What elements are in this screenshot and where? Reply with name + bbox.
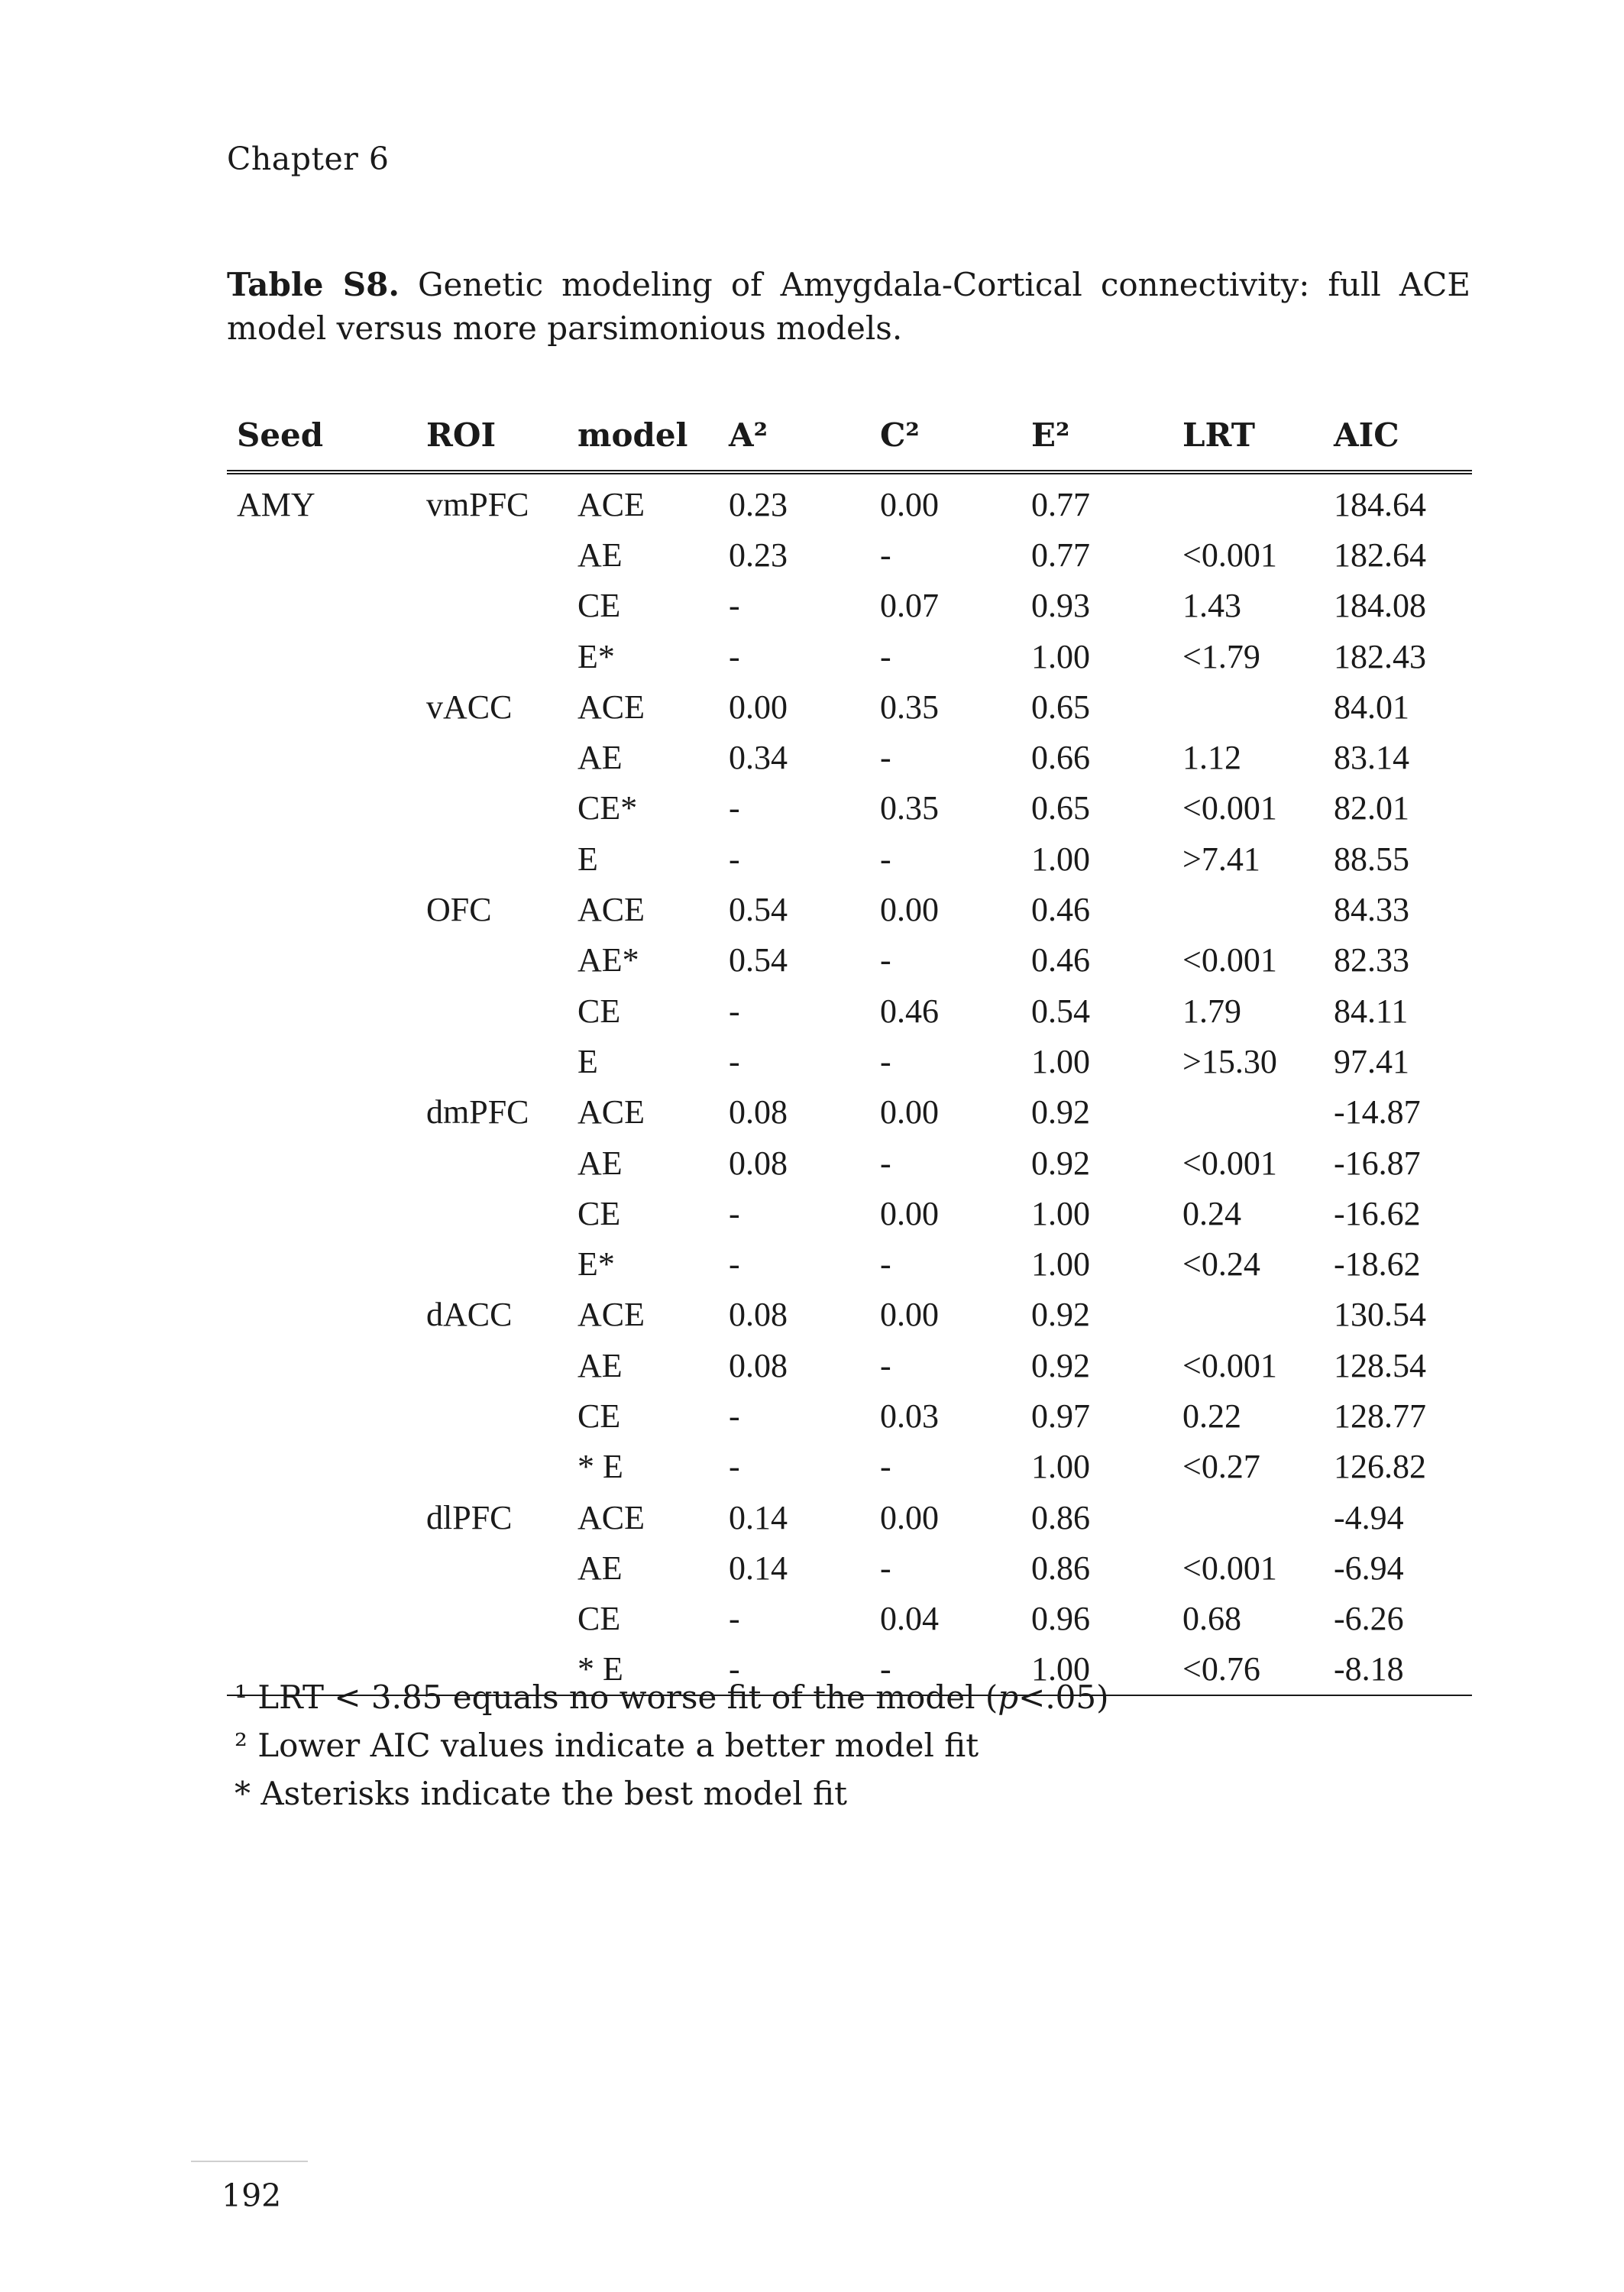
cell-a2: 0.54 — [729, 941, 788, 979]
cell-aic: 97.41 — [1334, 1042, 1409, 1080]
cell-model: ACE — [577, 1296, 645, 1334]
cell-aic: 82.33 — [1334, 941, 1409, 979]
cell-aic: -14.87 — [1334, 1093, 1421, 1131]
cell-seed — [227, 1442, 416, 1492]
cell-roi — [416, 631, 568, 681]
cell-lrt: 1.79 — [1182, 992, 1241, 1030]
cell-roi — [416, 986, 568, 1036]
cell-a2: 0.14 — [729, 1549, 788, 1587]
column-header-c2: C² — [880, 416, 920, 454]
cell-seed — [227, 1238, 416, 1289]
cell-aic: 82.01 — [1334, 789, 1409, 827]
cell-aic: -6.26 — [1334, 1600, 1404, 1638]
cell-roi — [416, 1238, 568, 1289]
cell-seed — [227, 1087, 416, 1138]
cell-roi: vmPFC — [426, 485, 529, 523]
cell-roi — [416, 732, 568, 782]
chapter-heading: Chapter 6 — [227, 141, 390, 177]
cell-lrt: 0.24 — [1182, 1194, 1241, 1232]
table-row — [227, 1188, 1472, 1238]
note-lrt-text: ¹ LRT < 3.85 equals no worse fit of the model ( — [235, 1679, 998, 1716]
cell-e2: 0.77 — [1031, 485, 1090, 523]
note-asterisk: * Asterisks indicate the best model fit — [235, 1775, 848, 1812]
cell-roi — [416, 1138, 568, 1188]
cell-c2: 0.00 — [880, 1498, 939, 1536]
table-row — [227, 1442, 1472, 1492]
column-header-a2: A² — [729, 416, 768, 454]
table-row — [227, 472, 1472, 529]
cell-lrt: <0.76 — [1182, 1650, 1260, 1688]
cell-c2: 0.07 — [880, 587, 939, 625]
cell-lrt: >7.41 — [1182, 840, 1260, 878]
cell-aic: 126.82 — [1334, 1448, 1426, 1486]
table-row — [227, 1138, 1472, 1188]
table-row — [227, 732, 1472, 782]
cell-seed — [227, 986, 416, 1036]
cell-roi: dmPFC — [426, 1093, 529, 1131]
cell-seed — [227, 1036, 416, 1086]
cell-a2: 0.14 — [729, 1498, 788, 1536]
cell-roi — [416, 783, 568, 834]
cell-roi: vACC — [426, 688, 513, 726]
cell-e2: 0.46 — [1031, 891, 1090, 929]
cell-model: AE — [577, 1346, 623, 1384]
cell-aic: -16.87 — [1334, 1144, 1421, 1182]
cell-aic: 128.77 — [1334, 1397, 1426, 1435]
cell-a2: - — [729, 587, 740, 625]
cell-a2: 0.00 — [729, 688, 788, 726]
cell-lrt: <0.001 — [1182, 1346, 1277, 1384]
column-header-lrt: LRT — [1182, 416, 1255, 454]
cell-e2: 1.00 — [1031, 1448, 1090, 1486]
cell-roi — [416, 1442, 568, 1492]
table-row — [227, 783, 1472, 834]
column-header-e2: E² — [1031, 416, 1070, 454]
cell-roi: dACC — [426, 1296, 513, 1334]
cell-a2: - — [729, 1600, 740, 1638]
column-header-aic: AIC — [1334, 416, 1399, 454]
cell-lrt: <0.001 — [1182, 1144, 1277, 1182]
cell-aic: 84.01 — [1334, 688, 1409, 726]
table-caption-text: Genetic modeling of Amygdala-Cortical connectivity: full ACE model versus more parsimonious models. — [227, 266, 1470, 347]
note-aic: ² Lower AIC values indicate a better model fit — [235, 1727, 979, 1764]
cell-lrt: >15.30 — [1182, 1042, 1277, 1080]
cell-lrt: <0.001 — [1182, 536, 1277, 574]
cell-e2: 0.92 — [1031, 1093, 1090, 1131]
cell-e2: 1.00 — [1031, 637, 1090, 675]
cell-roi: OFC — [426, 891, 492, 929]
cell-e2: 0.65 — [1031, 688, 1090, 726]
cell-e2: 0.86 — [1031, 1498, 1090, 1536]
cell-c2: - — [880, 739, 891, 777]
cell-model: CE — [577, 587, 621, 625]
cell-seed — [227, 631, 416, 681]
cell-lrt — [1173, 1492, 1324, 1543]
cell-seed — [227, 1290, 416, 1340]
cell-aic: -6.94 — [1334, 1549, 1404, 1587]
cell-lrt: <0.27 — [1182, 1448, 1260, 1486]
cell-lrt — [1173, 472, 1324, 529]
column-header-model: model — [577, 416, 688, 454]
cell-c2: 0.00 — [880, 1093, 939, 1131]
cell-e2: 0.93 — [1031, 587, 1090, 625]
table-row — [227, 1543, 1472, 1593]
cell-e2: 0.97 — [1031, 1397, 1090, 1435]
table-row — [227, 1087, 1472, 1138]
table-notes — [235, 1673, 1109, 1818]
cell-a2: - — [729, 1245, 740, 1284]
cell-aic: 182.64 — [1334, 536, 1426, 574]
cell-seed — [227, 1138, 416, 1188]
results-table — [227, 409, 1472, 1696]
cell-c2: 0.00 — [880, 485, 939, 523]
cell-lrt: <0.001 — [1182, 941, 1277, 979]
cell-roi — [416, 1543, 568, 1593]
cell-seed — [227, 1188, 416, 1238]
cell-e2: 0.96 — [1031, 1600, 1090, 1638]
table-row — [227, 1594, 1472, 1644]
cell-c2: - — [880, 536, 891, 574]
cell-c2: - — [880, 1448, 891, 1486]
cell-c2: 0.03 — [880, 1397, 939, 1435]
cell-a2: - — [729, 1042, 740, 1080]
cell-c2: 0.04 — [880, 1600, 939, 1638]
cell-aic: 182.43 — [1334, 637, 1426, 675]
cell-seed — [227, 884, 416, 934]
cell-c2: - — [880, 1549, 891, 1587]
cell-e2: 0.92 — [1031, 1346, 1090, 1384]
cell-lrt — [1173, 1087, 1324, 1138]
cell-model: CE — [577, 992, 621, 1030]
cell-roi — [416, 1036, 568, 1086]
note-lrt-end: <.05) — [1018, 1679, 1109, 1716]
table-row — [227, 1238, 1472, 1289]
cell-seed — [227, 1594, 416, 1644]
cell-model: CE — [577, 1194, 621, 1232]
cell-c2: - — [880, 1245, 891, 1284]
table-row — [227, 1290, 1472, 1340]
cell-e2: 0.65 — [1031, 789, 1090, 827]
cell-seed — [227, 581, 416, 631]
table-caption — [227, 263, 1470, 350]
cell-aic: 184.08 — [1334, 587, 1426, 625]
cell-model: ACE — [577, 688, 645, 726]
cell-model: AE* — [577, 941, 639, 979]
table-row — [227, 834, 1472, 884]
cell-e2: 0.92 — [1031, 1296, 1090, 1334]
cell-aic: 184.64 — [1334, 485, 1426, 523]
cell-aic: -8.18 — [1334, 1650, 1404, 1688]
cell-aic: -16.62 — [1334, 1194, 1421, 1232]
cell-model: CE — [577, 1600, 621, 1638]
cell-roi — [416, 1340, 568, 1390]
cell-a2: 0.08 — [729, 1144, 788, 1182]
cell-aic: -4.94 — [1334, 1498, 1404, 1536]
cell-c2: 0.46 — [880, 992, 939, 1030]
cell-lrt: 1.43 — [1182, 587, 1241, 625]
cell-lrt — [1173, 1290, 1324, 1340]
cell-a2: 0.08 — [729, 1093, 788, 1131]
cell-a2: - — [729, 789, 740, 827]
cell-model: * E — [577, 1448, 623, 1486]
cell-e2: 1.00 — [1031, 840, 1090, 878]
column-header-seed: Seed — [237, 416, 324, 454]
cell-c2: - — [880, 1144, 891, 1182]
cell-roi — [416, 834, 568, 884]
cell-seed — [227, 732, 416, 782]
cell-aic: -18.62 — [1334, 1245, 1421, 1284]
table-row — [227, 1340, 1472, 1390]
cell-a2: - — [729, 992, 740, 1030]
cell-roi — [416, 1390, 568, 1441]
cell-lrt — [1173, 884, 1324, 934]
cell-c2: 0.00 — [880, 891, 939, 929]
cell-lrt: <0.001 — [1182, 789, 1277, 827]
cell-e2: 1.00 — [1031, 1042, 1090, 1080]
cell-seed — [227, 529, 416, 580]
cell-e2: 0.77 — [1031, 536, 1090, 574]
table-row — [227, 884, 1472, 934]
cell-a2: - — [729, 1448, 740, 1486]
table-row — [227, 935, 1472, 986]
table-row — [227, 631, 1472, 681]
cell-lrt: <0.001 — [1182, 1549, 1277, 1587]
cell-a2: - — [729, 1194, 740, 1232]
cell-model: AE — [577, 536, 623, 574]
cell-a2: - — [729, 1650, 740, 1688]
cell-aic: 128.54 — [1334, 1346, 1426, 1384]
cell-seed — [227, 1340, 416, 1390]
cell-a2: 0.34 — [729, 739, 788, 777]
page-number-rule — [191, 2161, 308, 2162]
table-row — [227, 681, 1472, 732]
table-row — [227, 1492, 1472, 1543]
cell-c2: - — [880, 1042, 891, 1080]
cell-a2: 0.54 — [729, 891, 788, 929]
note-lrt — [235, 1673, 1109, 1721]
table-row — [227, 529, 1472, 580]
cell-lrt: 0.22 — [1182, 1397, 1241, 1435]
cell-roi — [416, 1594, 568, 1644]
cell-aic: 130.54 — [1334, 1296, 1426, 1334]
cell-model: ACE — [577, 891, 645, 929]
cell-c2: - — [880, 1346, 891, 1384]
cell-lrt: <0.24 — [1182, 1245, 1260, 1284]
cell-model: E* — [577, 1245, 615, 1284]
page-number: 192 — [222, 2177, 282, 2214]
cell-roi: dlPFC — [426, 1498, 513, 1536]
cell-a2: - — [729, 637, 740, 675]
cell-e2: 1.00 — [1031, 1194, 1090, 1232]
cell-e2: 0.86 — [1031, 1549, 1090, 1587]
cell-e2: 0.46 — [1031, 941, 1090, 979]
cell-model: E* — [577, 637, 615, 675]
cell-e2: 1.00 — [1031, 1245, 1090, 1284]
cell-model: E — [577, 840, 598, 878]
cell-model: ACE — [577, 485, 645, 523]
note-lrt-p: p — [998, 1679, 1019, 1716]
cell-e2: 0.92 — [1031, 1144, 1090, 1182]
cell-model: CE — [577, 1397, 621, 1435]
cell-c2: 0.00 — [880, 1296, 939, 1334]
cell-roi — [416, 529, 568, 580]
cell-a2: - — [729, 1397, 740, 1435]
cell-model: * E — [577, 1650, 623, 1688]
column-header-roi: ROI — [426, 416, 497, 454]
cell-a2: 0.23 — [729, 485, 788, 523]
table-row — [227, 1036, 1472, 1086]
cell-c2: 0.00 — [880, 1194, 939, 1232]
cell-e2: 0.54 — [1031, 992, 1090, 1030]
cell-model: AE — [577, 739, 623, 777]
cell-aic: 84.33 — [1334, 891, 1409, 929]
table-body — [227, 472, 1472, 1695]
cell-model: ACE — [577, 1093, 645, 1131]
cell-seed — [227, 681, 416, 732]
cell-aic: 88.55 — [1334, 840, 1409, 878]
cell-a2: 0.08 — [729, 1346, 788, 1384]
cell-seed — [227, 935, 416, 986]
table-row — [227, 581, 1472, 631]
cell-c2: - — [880, 941, 891, 979]
table-row — [227, 986, 1472, 1036]
cell-model: CE* — [577, 789, 638, 827]
table-row — [227, 1390, 1472, 1441]
cell-seed — [227, 834, 416, 884]
cell-aic: 84.11 — [1334, 992, 1409, 1030]
cell-c2: - — [880, 1650, 891, 1688]
cell-seed: AMY — [237, 485, 315, 523]
cell-model: AE — [577, 1144, 623, 1182]
cell-model: E — [577, 1042, 598, 1080]
cell-lrt: <1.79 — [1182, 637, 1260, 675]
table-label: Table S8. — [227, 266, 400, 303]
cell-e2: 1.00 — [1031, 1650, 1090, 1688]
cell-a2: - — [729, 840, 740, 878]
cell-roi — [416, 935, 568, 986]
cell-seed — [227, 1390, 416, 1441]
table-header-row — [227, 409, 1472, 472]
cell-lrt: 0.68 — [1182, 1600, 1241, 1638]
cell-roi — [416, 1188, 568, 1238]
cell-roi — [416, 581, 568, 631]
cell-seed — [227, 1492, 416, 1543]
cell-seed — [227, 783, 416, 834]
cell-lrt: 1.12 — [1182, 739, 1241, 777]
cell-e2: 0.66 — [1031, 739, 1090, 777]
cell-c2: - — [880, 840, 891, 878]
cell-seed — [227, 1543, 416, 1593]
cell-a2: 0.23 — [729, 536, 788, 574]
cell-a2: 0.08 — [729, 1296, 788, 1334]
cell-lrt — [1173, 681, 1324, 732]
cell-aic: 83.14 — [1334, 739, 1409, 777]
cell-c2: - — [880, 637, 891, 675]
cell-model: ACE — [577, 1498, 645, 1536]
cell-c2: 0.35 — [880, 789, 939, 827]
cell-c2: 0.35 — [880, 688, 939, 726]
cell-model: AE — [577, 1549, 623, 1587]
